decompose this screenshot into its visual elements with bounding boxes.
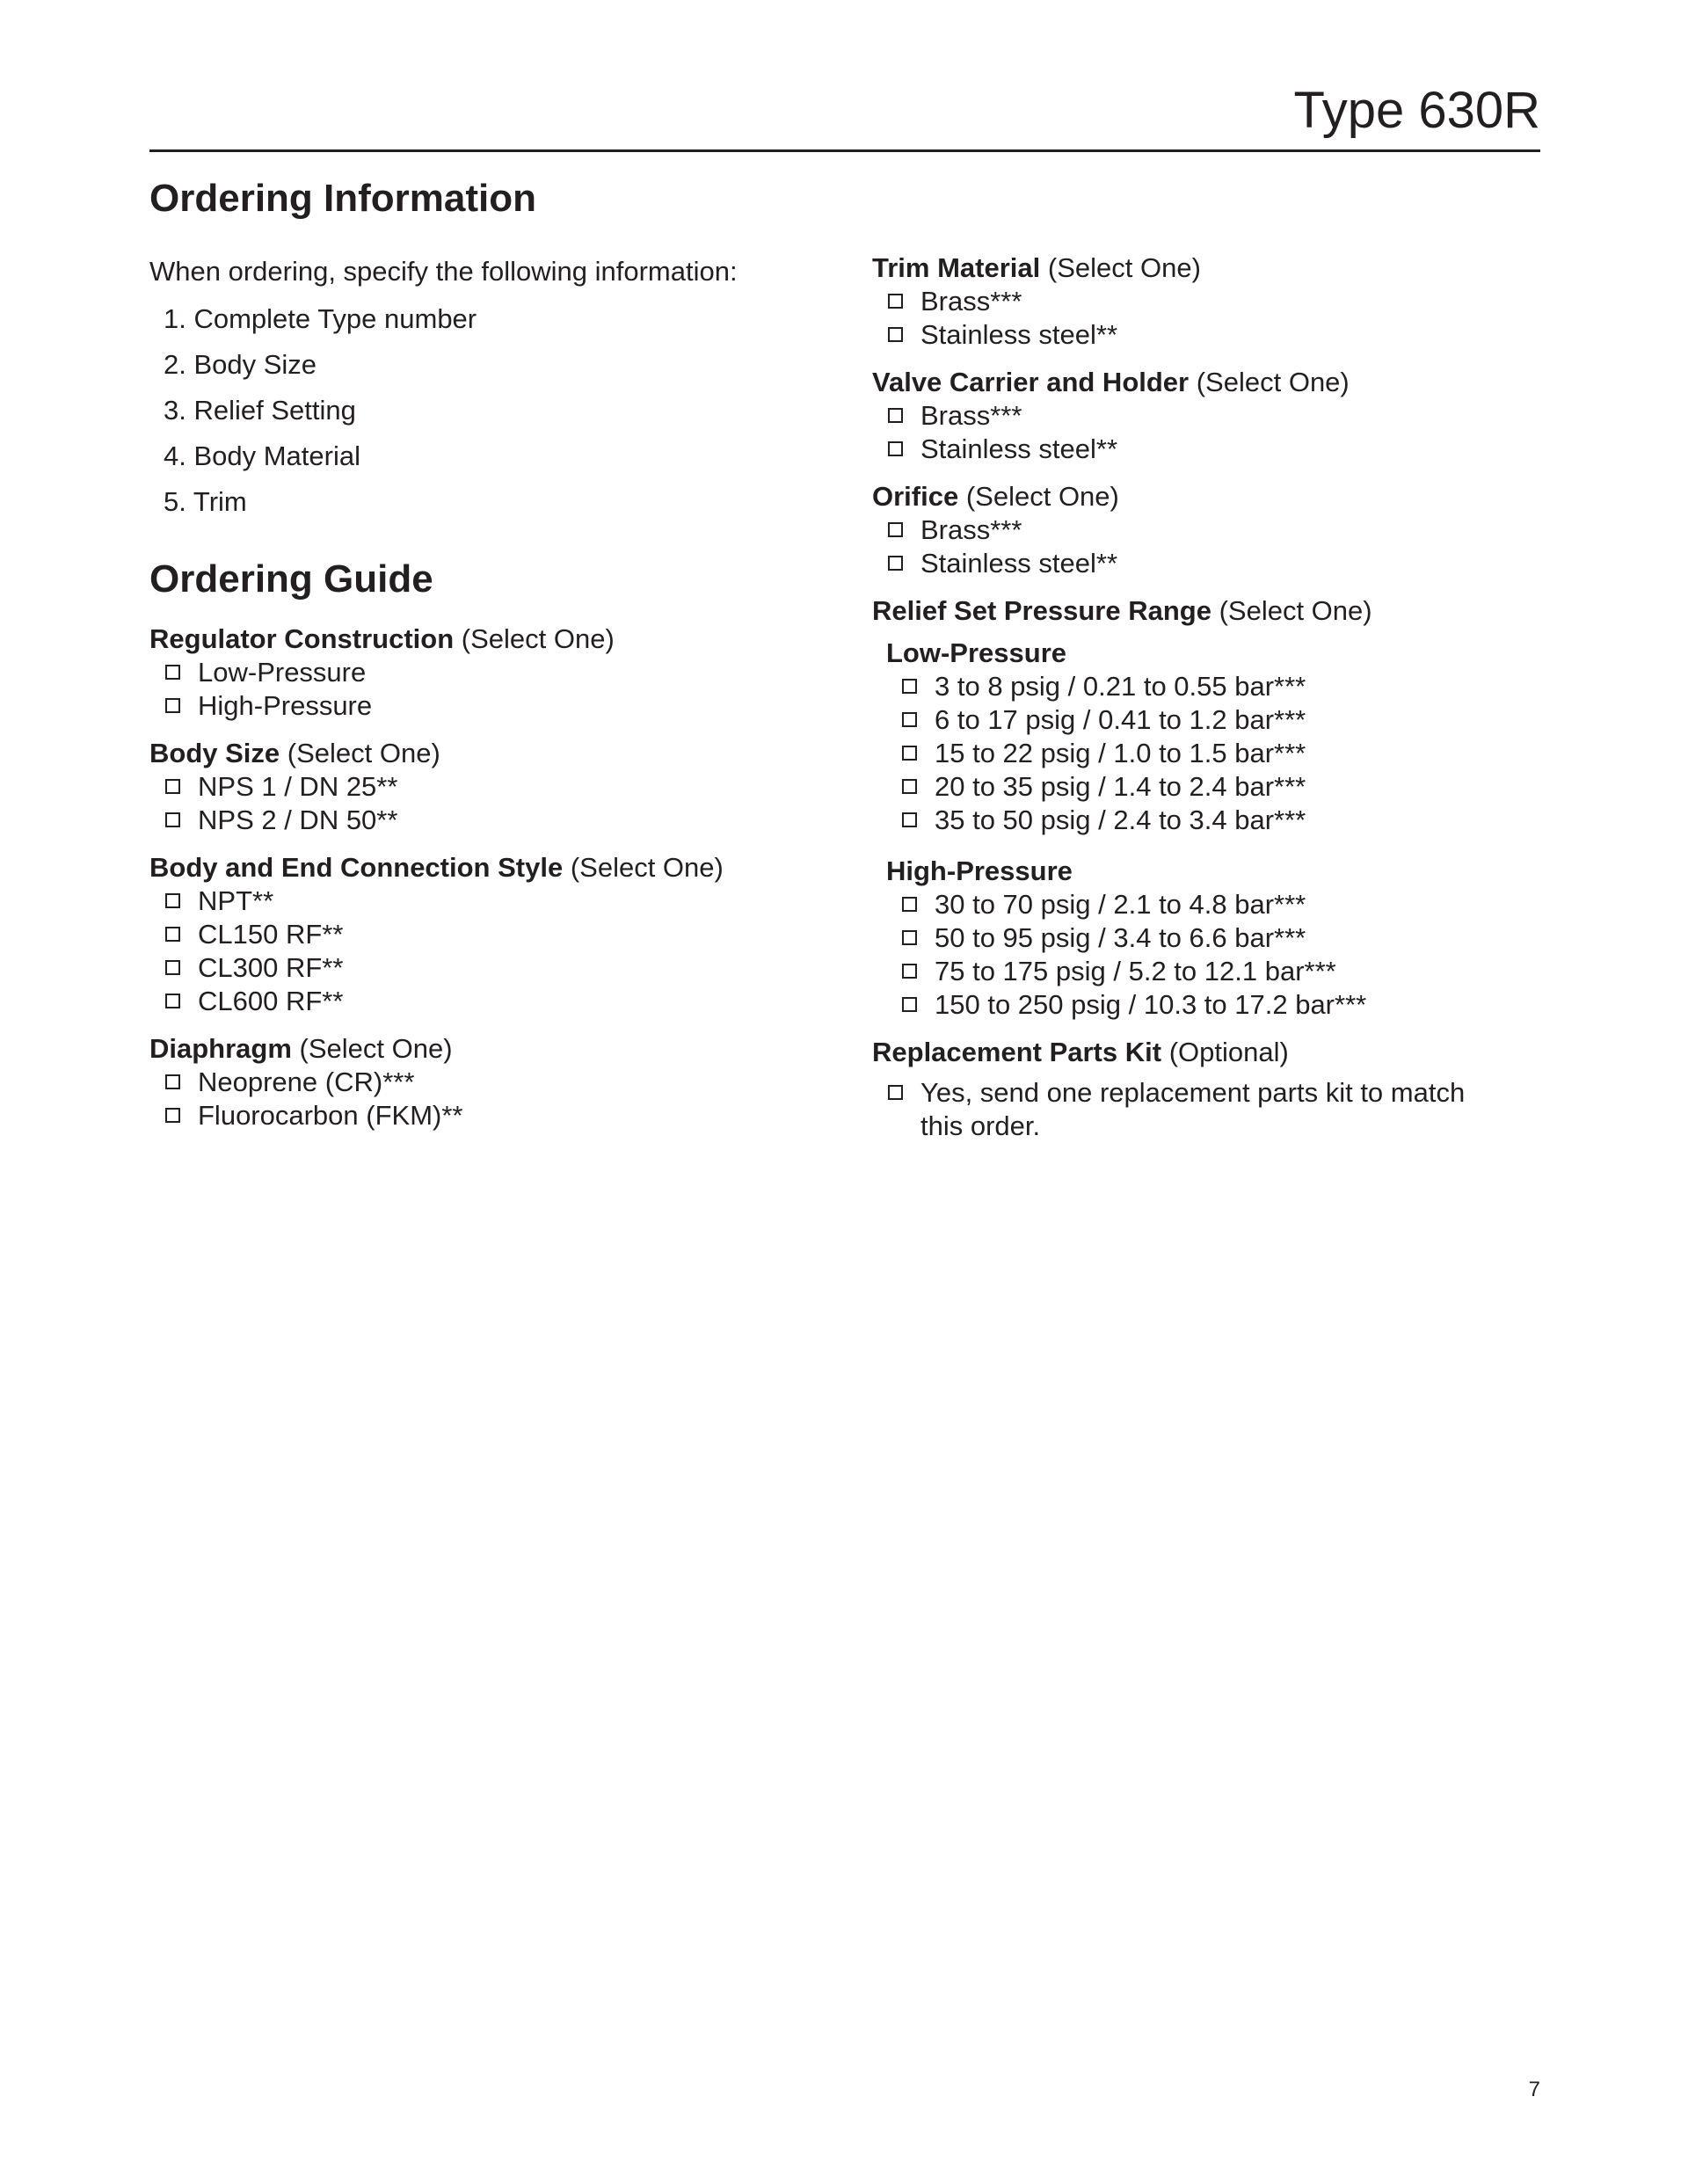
section-body-end-connection (149, 851, 853, 1018)
option-label: Yes, send one replacement parts kit to match this order. (920, 1077, 1466, 1141)
checkbox-icon[interactable] (902, 997, 917, 1012)
section-heading (149, 1032, 853, 1066)
section-regulator-construction (149, 622, 853, 723)
section-body-size (149, 737, 853, 837)
ordering-information-heading: Ordering Information (149, 177, 536, 220)
option-relief-low-5[interactable] (902, 804, 1540, 837)
section-heading (149, 737, 853, 770)
section-heading (872, 251, 1540, 285)
option-high-pressure[interactable] (165, 689, 853, 723)
section-heading (149, 622, 853, 656)
option-neoprene[interactable] (165, 1066, 853, 1099)
option-label: 20 to 35 psig / 1.4 to 2.4 bar*** (935, 771, 1306, 802)
subsection-low-pressure: Low-Pressure (886, 637, 1067, 668)
option-label: High-Pressure (198, 689, 373, 721)
section-label: Body and End Connection Style (149, 851, 564, 883)
option-label: 35 to 50 psig / 2.4 to 3.4 bar*** (935, 804, 1306, 835)
checkbox-icon[interactable] (902, 679, 917, 694)
ordering-guide-heading: Ordering Guide (149, 557, 433, 601)
option-relief-low-1[interactable] (902, 670, 1540, 703)
page-number: 7 (1528, 2078, 1540, 2101)
checkbox-icon[interactable] (165, 893, 180, 908)
list-item: 2. Body Size (164, 348, 317, 380)
option-trim-brass[interactable] (888, 285, 1540, 318)
option-label: NPS 2 / DN 50** (198, 804, 398, 835)
option-nps-2[interactable] (165, 804, 853, 837)
list-item: 4. Body Material (164, 440, 360, 471)
option-relief-low-2[interactable] (902, 703, 1540, 737)
option-label: Stainless steel** (920, 433, 1118, 464)
section-label: Diaphragm (149, 1032, 292, 1064)
option-label: CL300 RF** (198, 951, 344, 983)
option-label: Low-Pressure (198, 656, 367, 688)
checkbox-icon[interactable] (888, 327, 903, 342)
checkbox-icon[interactable] (902, 812, 917, 827)
section-diaphragm (149, 1032, 853, 1132)
list-item: 5. Trim (164, 485, 247, 517)
option-nps-1[interactable] (165, 770, 853, 804)
section-heading (872, 480, 1540, 513)
section-note: (Select One) (461, 622, 615, 654)
checkbox-icon[interactable] (888, 1085, 903, 1100)
list-item: 1. Complete Type number (164, 302, 477, 334)
ordering-info-list (164, 296, 853, 525)
option-relief-high-3[interactable] (902, 955, 1540, 988)
section-label: Orifice (872, 481, 959, 512)
option-label: 150 to 250 psig / 10.3 to 17.2 bar*** (935, 989, 1367, 1020)
option-label: Stainless steel** (920, 548, 1118, 579)
section-heading (872, 594, 1540, 628)
option-label: CL150 RF** (198, 918, 344, 950)
section-note: (Select One) (299, 1032, 453, 1064)
section-label: Valve Carrier and Holder (872, 367, 1190, 397)
section-note: (Select One) (1196, 367, 1350, 397)
document-title: Type 630R (1293, 82, 1540, 139)
checkbox-icon[interactable] (888, 556, 903, 571)
section-note: (Optional) (1168, 1037, 1289, 1067)
checkbox-icon[interactable] (165, 779, 180, 794)
option-relief-high-2[interactable] (902, 921, 1540, 955)
section-note: (Select One) (287, 737, 440, 768)
section-trim-material (872, 251, 1540, 352)
option-label: Brass*** (920, 400, 1022, 431)
option-orifice-brass[interactable] (888, 513, 1540, 547)
checkbox-icon[interactable] (888, 522, 903, 537)
left-column (149, 176, 853, 1132)
list-item: 3. Relief Setting (164, 394, 356, 426)
option-label: 75 to 175 psig / 5.2 to 12.1 bar*** (935, 956, 1336, 986)
option-replacement-kit[interactable] (888, 1076, 1540, 1143)
checkbox-icon[interactable] (165, 1074, 180, 1089)
ordering-intro: When ordering, specify the following information: (149, 255, 738, 287)
section-label: Regulator Construction (149, 622, 455, 654)
option-label: 30 to 70 psig / 2.1 to 4.8 bar*** (935, 889, 1306, 920)
option-cl150[interactable] (165, 918, 853, 951)
section-orifice (872, 480, 1540, 580)
option-fluorocarbon[interactable] (165, 1099, 853, 1132)
section-note: (Select One) (1219, 595, 1372, 626)
section-label: Relief Set Pressure Range (872, 595, 1211, 626)
section-note: (Select One) (1047, 252, 1201, 283)
checkbox-icon[interactable] (902, 746, 917, 761)
checkbox-icon[interactable] (165, 960, 180, 975)
option-label: NPT** (198, 885, 274, 916)
checkbox-icon[interactable] (165, 698, 180, 713)
option-label: Fluorocarbon (FKM)** (198, 1099, 463, 1131)
option-label: CL600 RF** (198, 985, 344, 1016)
checkbox-icon[interactable] (888, 294, 903, 309)
checkbox-icon[interactable] (902, 712, 917, 727)
section-heading (872, 1036, 1540, 1069)
checkbox-icon[interactable] (165, 927, 180, 942)
option-cl300[interactable] (165, 951, 853, 985)
option-label: 6 to 17 psig / 0.41 to 1.2 bar*** (935, 704, 1306, 735)
left-guide-sections (149, 622, 853, 1132)
option-label: 50 to 95 psig / 3.4 to 6.6 bar*** (935, 922, 1306, 953)
checkbox-icon[interactable] (902, 930, 917, 945)
section-note: (Select One) (965, 481, 1119, 512)
checkbox-icon[interactable] (165, 994, 180, 1008)
checkbox-icon[interactable] (888, 441, 903, 456)
option-carrier-stainless[interactable] (888, 433, 1540, 466)
option-npt[interactable] (165, 885, 853, 918)
section-label: Trim Material (872, 252, 1041, 283)
option-relief-high-1[interactable] (902, 888, 1540, 921)
section-replacement-parts-kit (872, 1036, 1540, 1143)
section-heading (872, 366, 1540, 399)
checkbox-icon[interactable] (888, 408, 903, 423)
option-label: Brass*** (920, 514, 1022, 545)
option-cl600[interactable] (165, 985, 853, 1018)
option-low-pressure[interactable] (165, 656, 853, 689)
option-label: Brass*** (920, 286, 1022, 317)
right-column (872, 251, 1540, 1143)
section-valve-carrier (872, 366, 1540, 466)
checkbox-icon[interactable] (165, 1108, 180, 1123)
option-label: NPS 1 / DN 25** (198, 770, 398, 802)
section-relief-set-pressure (872, 594, 1540, 1022)
page-header (149, 70, 1540, 152)
checkbox-icon[interactable] (902, 897, 917, 912)
checkbox-icon[interactable] (902, 779, 917, 794)
option-relief-low-4[interactable] (902, 770, 1540, 804)
option-label: 3 to 8 psig / 0.21 to 0.55 bar*** (935, 671, 1306, 702)
option-label: 15 to 22 psig / 1.0 to 1.5 bar*** (935, 738, 1306, 768)
checkbox-icon[interactable] (165, 665, 180, 680)
checkbox-icon[interactable] (165, 812, 180, 827)
section-label: Body Size (149, 737, 280, 768)
section-note: (Select One) (570, 851, 724, 883)
option-relief-high-4[interactable] (902, 988, 1540, 1022)
option-relief-low-3[interactable] (902, 737, 1540, 770)
section-label: Replacement Parts Kit (872, 1037, 1162, 1067)
checkbox-icon[interactable] (902, 964, 917, 979)
subsection-high-pressure: High-Pressure (886, 855, 1073, 886)
option-carrier-brass[interactable] (888, 399, 1540, 433)
option-orifice-stainless[interactable] (888, 547, 1540, 580)
option-label: Stainless steel** (920, 319, 1118, 350)
section-heading (149, 851, 853, 885)
option-trim-stainless[interactable] (888, 318, 1540, 352)
option-label: Neoprene (CR)*** (198, 1066, 415, 1097)
